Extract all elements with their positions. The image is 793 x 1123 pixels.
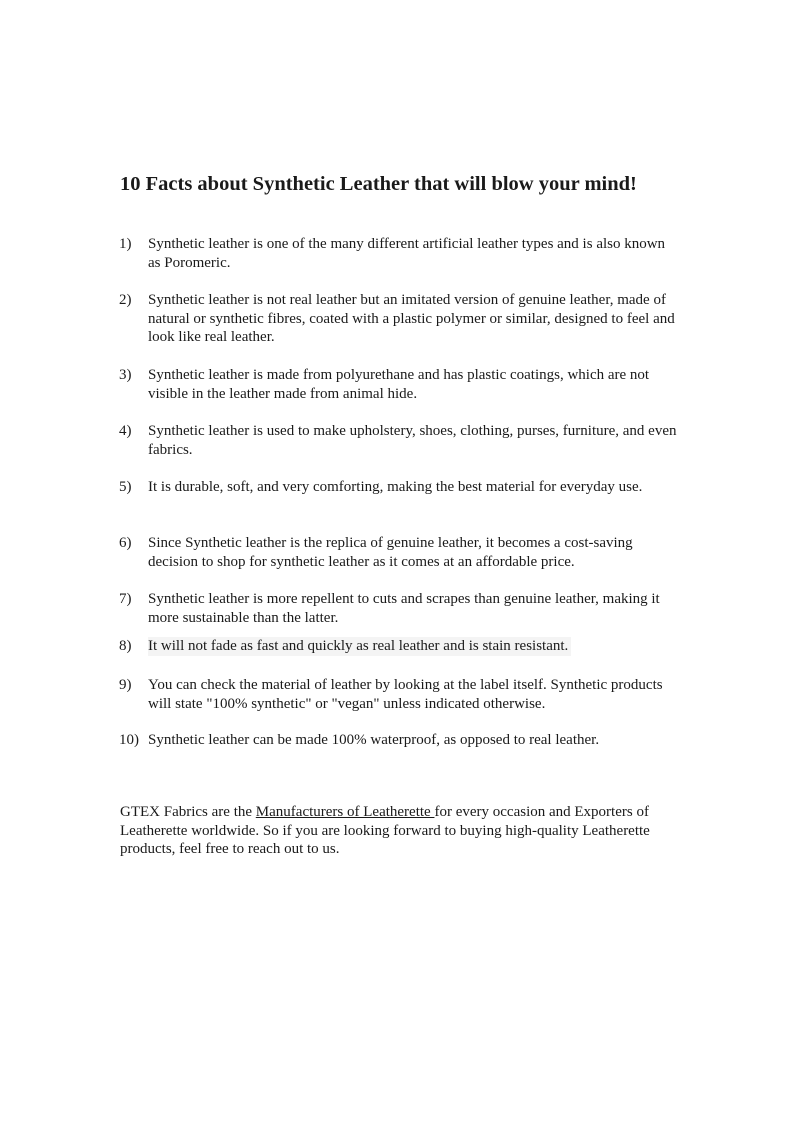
list-item-number: 3) bbox=[119, 367, 132, 383]
list-item bbox=[119, 676, 679, 713]
list-item-text: Synthetic leather is more repellent to cuts and scrapes than genuine leather, making it more sustainable than the latter. bbox=[148, 591, 660, 626]
manufacturers-link[interactable]: Manufacturers of Leatherette bbox=[255, 804, 435, 820]
page-title: 10 Facts about Synthetic Leather that will blow your mind! bbox=[120, 173, 637, 195]
list-item bbox=[119, 291, 679, 347]
list-item bbox=[119, 731, 679, 750]
closing-paragraph bbox=[120, 803, 680, 859]
list-item-number: 10) bbox=[119, 732, 139, 748]
list-item-text: Synthetic leather is made from polyurethane and has plastic coatings, which are not visible in the leather made from animal hide. bbox=[148, 367, 650, 402]
list-item-number: 4) bbox=[119, 423, 132, 439]
closing-text-start: GTEX Fabrics are the bbox=[120, 804, 256, 820]
list-item bbox=[119, 235, 679, 272]
list-item-text: It is durable, soft, and very comforting, making the best material for everyday use. bbox=[148, 479, 643, 495]
list-item-number: 9) bbox=[119, 677, 132, 693]
list-item-text: It will not fade as fast and quickly as real leather and is stain resistant. bbox=[148, 637, 571, 656]
list-item-text: You can check the material of leather by looking at the label itself. Synthetic products will state "100% synthetic" or "vegan" unless indicated otherwise. bbox=[148, 677, 663, 712]
list-item bbox=[119, 366, 679, 403]
list-item-number: 8) bbox=[119, 638, 132, 654]
list-item-text: Synthetic leather can be made 100% waterproof, as opposed to real leather. bbox=[148, 732, 600, 748]
list-item-number: 1) bbox=[119, 236, 132, 252]
list-item bbox=[119, 590, 679, 627]
list-item bbox=[119, 534, 679, 571]
list-item bbox=[119, 422, 679, 459]
list-item-number: 6) bbox=[119, 535, 132, 551]
closing-text-end: for every occasion and Exporters of Leatherette worldwide. So if you are looking forward to buying high-quality Leatherette products, feel free to reach out to us. bbox=[120, 804, 650, 857]
list-item-text: Synthetic leather is one of the many different artificial leather types and is also known as Poromeric. bbox=[148, 236, 666, 271]
list-item-number: 5) bbox=[119, 479, 132, 495]
list-item-text: Since Synthetic leather is the replica of genuine leather, it becomes a cost-saving decision to shop for synthetic leather as it comes at an affordable price. bbox=[148, 535, 633, 570]
list-item bbox=[119, 478, 679, 497]
list-item-text: Synthetic leather is used to make upholstery, shoes, clothing, purses, furniture, and even fabrics. bbox=[148, 423, 677, 458]
list-item-number: 7) bbox=[119, 591, 132, 607]
list-item-text: Synthetic leather is not real leather but an imitated version of genuine leather, made of natural or synthetic fibres, coated with a plastic polymer or similar, designed to feel and look like real leather. bbox=[148, 292, 675, 345]
list-item bbox=[119, 637, 679, 656]
list-item-number: 2) bbox=[119, 292, 132, 308]
